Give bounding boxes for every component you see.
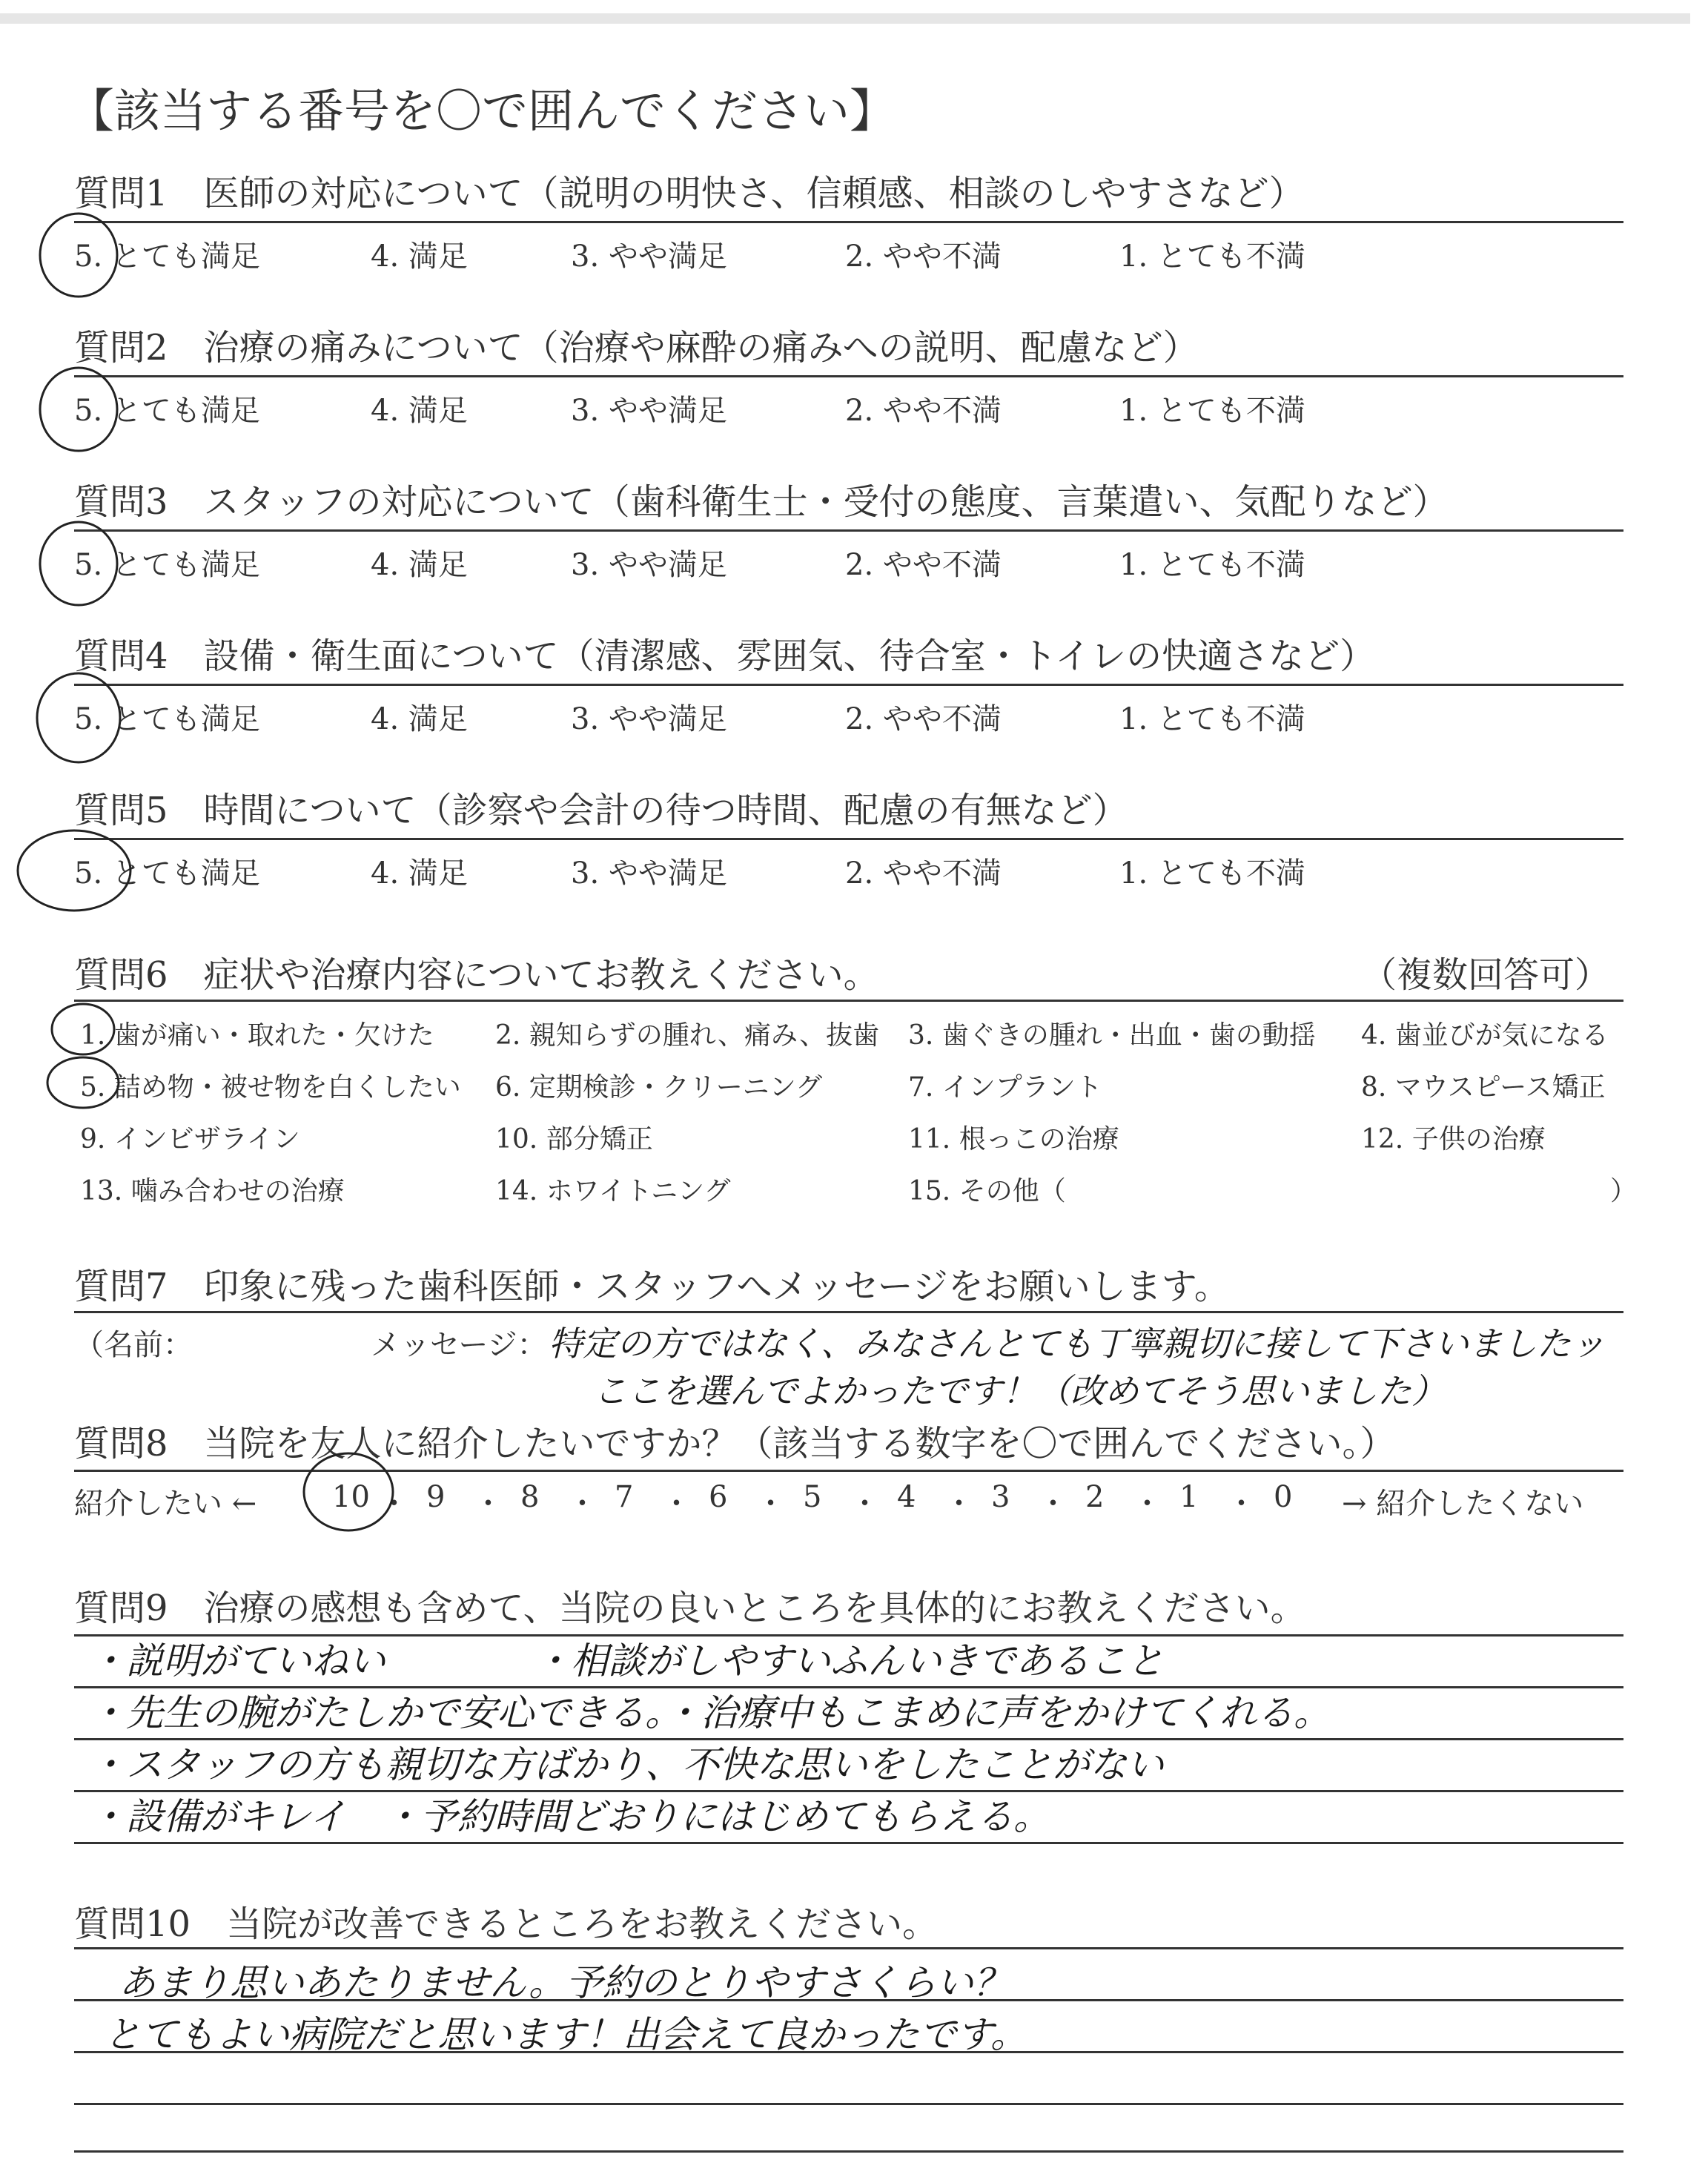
q7-message-line-2: ここを選んでよかったです！（改めてそう思いました） <box>593 1371 1446 1411</box>
q2-option-1[interactable]: 1. とても不満 <box>1119 394 1305 428</box>
q6-option-13[interactable]: 13. 噛み合わせの治療 <box>80 1176 345 1206</box>
q9-answer-line-4: ・設備がキレイ ・予約時間どおりにはじめてもらえる。 <box>89 1795 1050 1838</box>
circle-mark-q3 <box>40 522 117 605</box>
q9-answer-line-3: ・スタッフの方も親切な方ばかり、不快な思いをしたことがない <box>89 1743 1164 1786</box>
q4-option-5[interactable]: 5. とても満足 <box>74 702 260 736</box>
q9-answer-line-2: ・先生の腕がたしかで安心できる。・治療中もこまめに声をかけてくれる。 <box>89 1691 1331 1734</box>
q8-scale-separator: ・ <box>1132 1487 1162 1521</box>
q8-scale-separator: ・ <box>567 1487 598 1521</box>
q8-scale-separator: ・ <box>1226 1487 1257 1521</box>
q5-option-5[interactable]: 5. とても満足 <box>74 856 260 891</box>
q2-option-5[interactable]: 5. とても満足 <box>74 394 260 428</box>
circle-mark-q8-10 <box>304 1453 393 1530</box>
q4-option-4[interactable]: 4. 満足 <box>371 702 468 736</box>
q6-other-close-paren: ） <box>1610 1176 1638 1206</box>
q3-option-5[interactable]: 5. とても満足 <box>74 548 260 582</box>
q1-title: 質問1 医師の対応について（説明の明快さ、信頼感、相談のしやすさなど） <box>74 173 1305 214</box>
q10-answer-line-1: あまり思いあたりません。予約のとりやすさくらい？ <box>119 1961 1010 2004</box>
circle-mark-q6-item5 <box>47 1057 119 1108</box>
q9-answer-line-1: ・説明がていねい ・相談がしやすいふんいきであること <box>89 1639 1164 1682</box>
q6-option-11[interactable]: 11. 根っこの治療 <box>908 1124 1119 1155</box>
q8-scale-6[interactable]: 6 <box>709 1480 728 1514</box>
q8-scale-9[interactable]: 9 <box>426 1480 446 1514</box>
q4-option-2[interactable]: 2. やや不満 <box>845 702 1002 736</box>
q8-scale-separator: ・ <box>661 1487 692 1521</box>
q2-title: 質問2 治療の痛みについて（治療や麻酔の痛みへの説明、配慮など） <box>74 327 1199 369</box>
q6-option-12[interactable]: 12. 子供の治療 <box>1361 1124 1546 1155</box>
q8-scale-separator: ・ <box>473 1487 503 1521</box>
q5-option-1[interactable]: 1. とても不満 <box>1119 856 1305 891</box>
q8-scale-separator: ・ <box>1038 1487 1068 1521</box>
q2-option-4[interactable]: 4. 満足 <box>371 394 468 428</box>
q6-option-4[interactable]: 4. 歯並びが気になる <box>1361 1020 1609 1051</box>
q4-option-3[interactable]: 3. やや満足 <box>571 702 727 736</box>
circle-mark-q5 <box>18 830 130 911</box>
q6-option-8[interactable]: 8. マウスピース矯正 <box>1361 1072 1606 1103</box>
q8-scale-5[interactable]: 5 <box>803 1480 822 1514</box>
q6-option-2[interactable]: 2. 親知らずの腫れ、痛み、抜歯 <box>495 1020 880 1051</box>
q6-option-14[interactable]: 14. ホワイトニング <box>495 1176 731 1206</box>
circle-mark-q1 <box>40 214 117 297</box>
q3-option-4[interactable]: 4. 満足 <box>371 548 468 582</box>
q7-message-label: メッセージ： <box>371 1328 547 1362</box>
q7-message-line-1: 特定の方ではなく、みなさんとても丁寧親切に接して下さいましたッ <box>549 1324 1606 1364</box>
q4-title: 質問4 設備・衛生面について（清潔感、雰囲気、待合室・トイレの快適さなど） <box>74 635 1376 677</box>
q8-scale-8[interactable]: 8 <box>520 1480 540 1514</box>
q8-scale-separator: ・ <box>755 1487 786 1521</box>
q8-scale-0[interactable]: 0 <box>1274 1480 1293 1514</box>
q8-scale-7[interactable]: 7 <box>615 1480 634 1514</box>
q6-option-3[interactable]: 3. 歯ぐきの腫れ・出血・歯の動揺 <box>908 1020 1316 1051</box>
q9-title: 質問9 治療の感想も含めて、当院の良いところを具体的にお教えください。 <box>74 1588 1306 1629</box>
q6-option-15[interactable]: 15. その他（ <box>908 1176 1066 1206</box>
q8-scale-1[interactable]: 1 <box>1179 1480 1199 1514</box>
q8-scale-3[interactable]: 3 <box>991 1480 1010 1514</box>
q1-option-4[interactable]: 4. 満足 <box>371 240 468 274</box>
q6-option-9[interactable]: 9. インビザライン <box>80 1124 300 1155</box>
q5-option-4[interactable]: 4. 満足 <box>371 856 468 891</box>
q3-option-3[interactable]: 3. やや満足 <box>571 548 727 582</box>
q3-title: 質問3 スタッフの対応について（歯科衛生士・受付の態度、言葉遣い、気配りなど） <box>74 481 1449 523</box>
q6-multiple-note: （複数回答可） <box>1361 954 1611 996</box>
q6-option-1[interactable]: 1. 歯が痛い・取れた・欠けた <box>80 1020 434 1051</box>
q5-option-2[interactable]: 2. やや不満 <box>845 856 1002 891</box>
q6-option-6[interactable]: 6. 定期検診・クリーニング <box>495 1072 823 1103</box>
q1-option-3[interactable]: 3. やや満足 <box>571 240 727 274</box>
q8-left-label: 紹介したい ← <box>74 1487 257 1521</box>
circle-mark-q2 <box>40 368 117 451</box>
circle-mark-q6-item1 <box>52 1004 114 1054</box>
q3-option-2[interactable]: 2. やや不満 <box>845 548 1002 582</box>
q1-option-2[interactable]: 2. やや不満 <box>845 240 1002 274</box>
q5-title: 質問5 時間について（診察や会計の待つ時間、配慮の有無など） <box>74 790 1128 831</box>
q4-option-1[interactable]: 1. とても不満 <box>1119 702 1305 736</box>
q7-title: 質問7 印象に残った歯科医師・スタッフへメッセージをお願いします。 <box>74 1266 1230 1307</box>
q2-option-2[interactable]: 2. やや不満 <box>845 394 1002 428</box>
q8-scale-2[interactable]: 2 <box>1085 1480 1105 1514</box>
circle-mark-q4 <box>37 673 120 762</box>
q2-option-3[interactable]: 3. やや満足 <box>571 394 727 428</box>
q10-title: 質問10 当院が改善できるところをお教えください。 <box>74 1903 939 1945</box>
q8-scale-separator: ・ <box>850 1487 880 1521</box>
q8-scale-4[interactable]: 4 <box>897 1480 916 1514</box>
q7-name-label: （名前： <box>74 1328 193 1362</box>
q8-scale-separator: ・ <box>379 1487 409 1521</box>
q8-title: 質問8 当院を友人に紹介したいですか？（該当する数字を〇で囲んでください。） <box>74 1423 1396 1464</box>
q1-option-5[interactable]: 5. とても満足 <box>74 240 260 274</box>
q8-right-label: → 紹介したくない <box>1342 1487 1584 1521</box>
q3-option-1[interactable]: 1. とても不満 <box>1119 548 1305 582</box>
q8-scale-separator: ・ <box>944 1487 974 1521</box>
page-title: 【該当する番号を〇で囲んでください】 <box>68 84 896 138</box>
q1-option-1[interactable]: 1. とても不満 <box>1119 240 1305 274</box>
q5-option-3[interactable]: 3. やや満足 <box>571 856 727 891</box>
q6-option-10[interactable]: 10. 部分矯正 <box>495 1124 653 1155</box>
q6-option-7[interactable]: 7. インプラント <box>908 1072 1102 1103</box>
q10-answer-line-2: とてもよい病院だと思います！出会えて良かったです。 <box>104 2013 1027 2056</box>
q8-scale-10[interactable]: 10 <box>332 1480 370 1514</box>
q6-option-5[interactable]: 5. 詰め物・被せ物を白くしたい <box>80 1072 461 1103</box>
q6-title: 質問6 症状や治療内容についてお教えください。 <box>74 954 879 996</box>
